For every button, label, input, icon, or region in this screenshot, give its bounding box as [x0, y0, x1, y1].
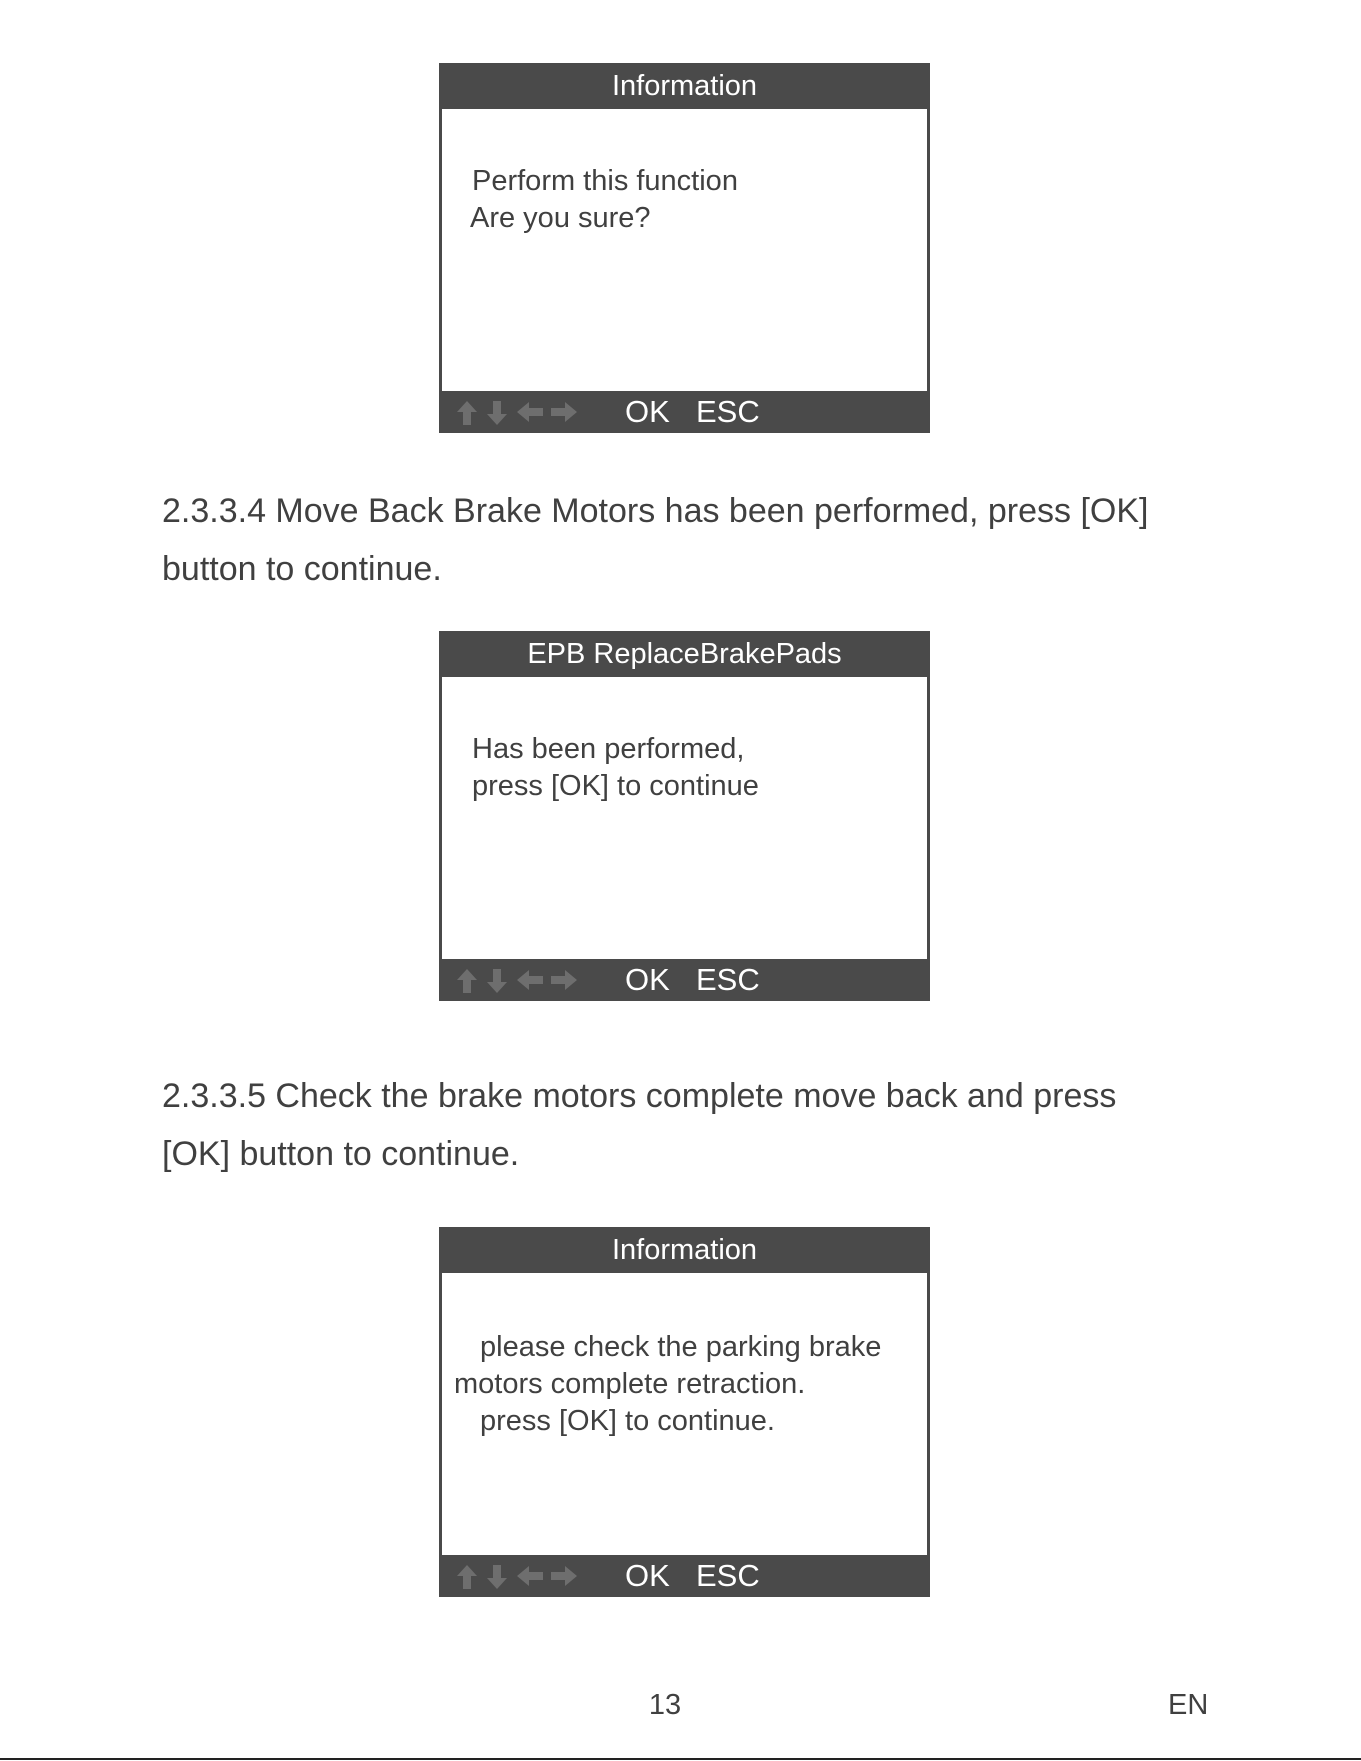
arrow-left-icon	[513, 963, 547, 997]
screen-footer	[439, 391, 930, 433]
arrow-down-icon	[483, 395, 511, 429]
bottom-divider	[0, 1758, 1361, 1760]
message-line: Has been performed,	[472, 733, 745, 765]
screen-title: Information	[611, 70, 758, 102]
screen-title: Information	[611, 1234, 758, 1266]
arrow-left-icon	[513, 1559, 547, 1593]
ok-button[interactable]: OK	[625, 962, 670, 997]
language-code: EN	[1168, 1689, 1209, 1721]
esc-button[interactable]: ESC	[696, 1558, 760, 1593]
device-screen-check-motors	[439, 1227, 930, 1597]
message-line: press [OK] to continue	[472, 770, 759, 802]
paragraph-line: [OK] button to continue.	[162, 1135, 520, 1173]
paragraph-line: 2.3.3.5 Check the brake motors complete move back and press	[162, 1077, 1117, 1115]
message-line: motors complete retraction.	[454, 1368, 806, 1400]
message-line: press [OK] to continue.	[480, 1405, 775, 1437]
message-line: Are you sure?	[470, 202, 651, 234]
paragraph-line: button to continue.	[162, 550, 442, 588]
screen-message	[442, 677, 927, 959]
arrow-down-icon	[483, 1559, 511, 1593]
device-screen-performed	[439, 631, 930, 1001]
page-number: 13	[648, 1689, 682, 1721]
arrow-up-icon	[453, 1559, 481, 1593]
arrow-up-icon	[453, 395, 481, 429]
arrow-right-icon	[547, 963, 581, 997]
arrow-up-icon	[453, 963, 481, 997]
navigation-arrows	[453, 395, 583, 429]
ok-button[interactable]: OK	[625, 394, 670, 429]
arrow-right-icon	[547, 395, 581, 429]
message-line: Perform this function	[472, 165, 738, 197]
ok-button[interactable]: OK	[625, 1558, 670, 1593]
esc-button[interactable]: ESC	[696, 394, 760, 429]
screen-title: EPB ReplaceBrakePads	[527, 638, 842, 670]
arrow-left-icon	[513, 395, 547, 429]
instruction-paragraph	[162, 482, 1148, 598]
navigation-arrows	[453, 963, 583, 997]
screen-footer	[439, 959, 930, 1001]
message-line: please check the parking brake	[480, 1331, 882, 1363]
screen-footer	[439, 1555, 930, 1597]
navigation-arrows	[453, 1559, 583, 1593]
arrow-down-icon	[483, 963, 511, 997]
arrow-right-icon	[547, 1559, 581, 1593]
screen-message	[442, 1273, 927, 1555]
instruction-paragraph	[162, 1067, 1116, 1183]
device-screen-confirm	[439, 63, 930, 433]
screen-message	[442, 109, 927, 391]
paragraph-line: 2.3.3.4 Move Back Brake Motors has been performed, press [OK]	[162, 492, 1149, 530]
esc-button[interactable]: ESC	[696, 962, 760, 997]
